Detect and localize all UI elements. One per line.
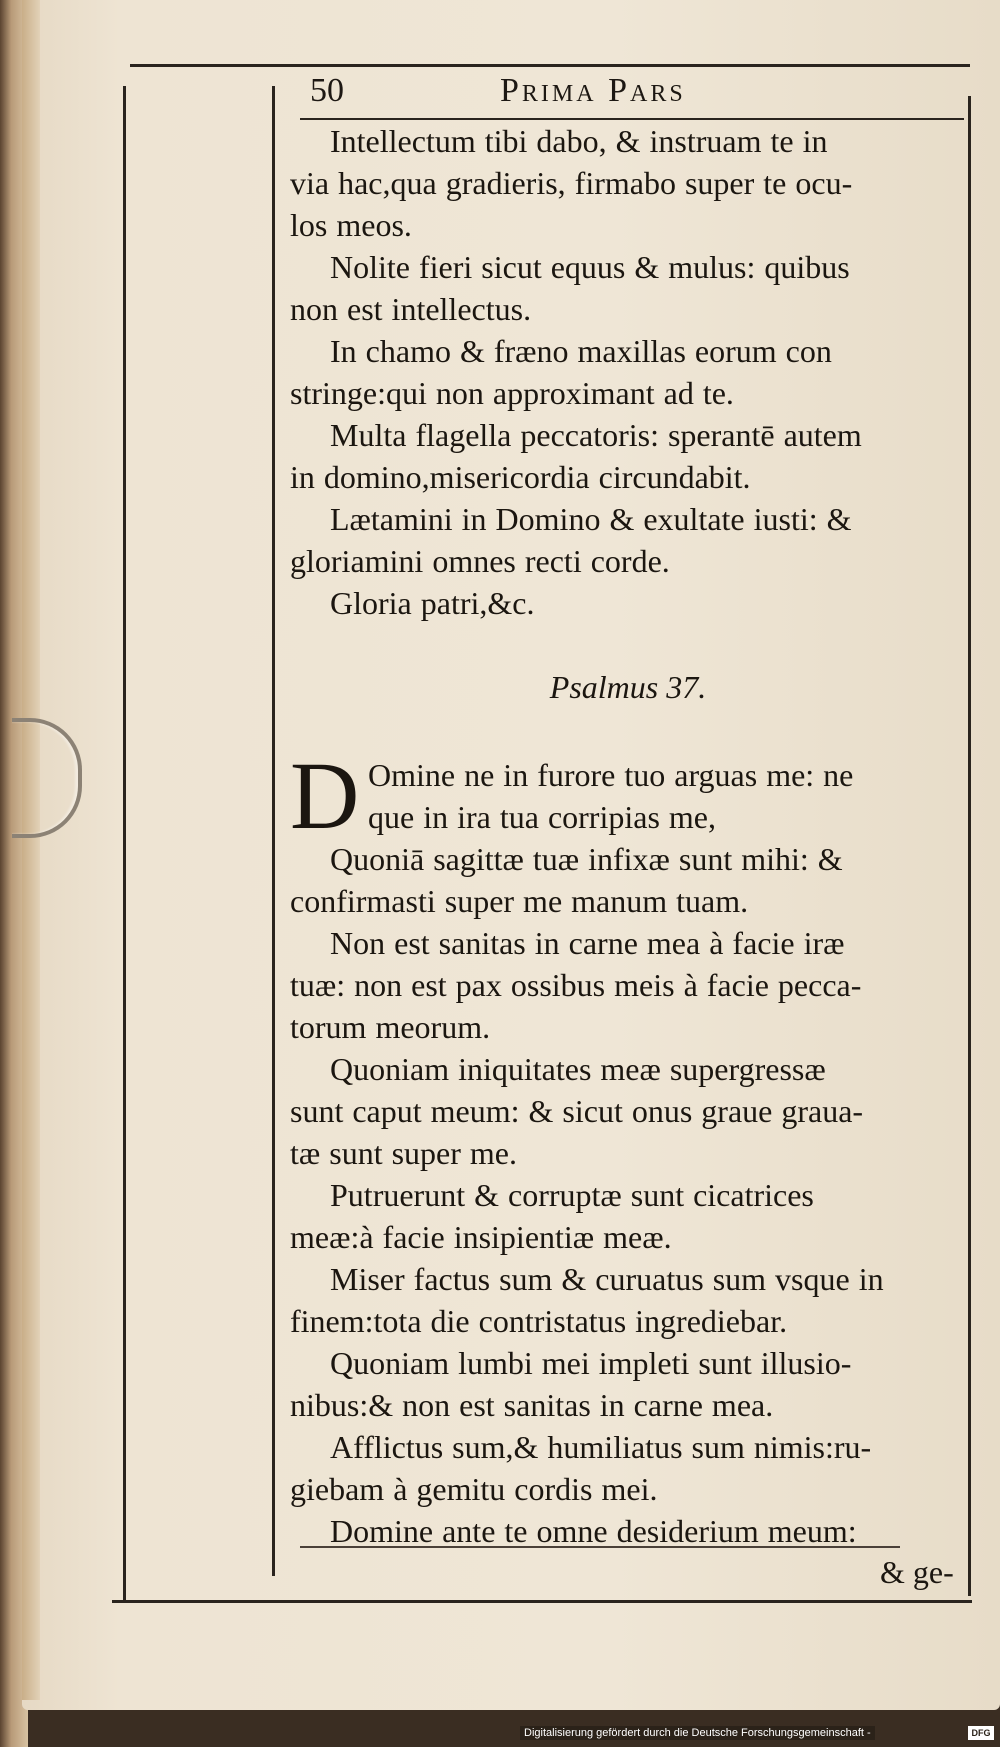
page-header: [300, 68, 960, 114]
text-line: gloriamini omnes recti corde.: [290, 543, 670, 579]
frame-rule-left-inner: [272, 86, 275, 1576]
digitization-credit: Digitalisierung gefördert durch die Deutsche Forschungsgemeinschaft -: [520, 1726, 875, 1740]
text-line: Omine ne in furore tuo arguas me: ne: [368, 757, 854, 793]
text-line: nibus:& non est sanitas in carne mea.: [290, 1387, 774, 1423]
text-line: Intellectum tibi dabo, & instruam te in: [330, 123, 828, 159]
text-line: Lætamini in Domino & exultate iusti: &: [330, 501, 852, 537]
text-line: Nolite fieri sicut equus & mulus: quibus: [330, 249, 850, 285]
text-line: los meos.: [290, 207, 412, 243]
text-line: finem:tota die contristatus ingrediebar.: [290, 1303, 788, 1339]
text-line: non est intellectus.: [290, 291, 532, 327]
page-number: 50: [310, 72, 344, 109]
frame-rule-top: [130, 64, 970, 67]
text-line: meæ:à facie insipientiæ meæ.: [290, 1219, 672, 1255]
text-line: torum meorum.: [290, 1009, 491, 1045]
text-line: confirmasti super me manum tuam.: [290, 883, 749, 919]
text-line: In chamo & fræno maxillas eorum con: [330, 333, 832, 369]
catchword: & ge-: [880, 1554, 954, 1590]
text-line: sunt caput meum: & sicut onus graue grauа-: [290, 1093, 864, 1129]
page-clip: [12, 718, 82, 838]
drop-cap: D: [290, 742, 360, 849]
frame-rule-left-outer: [123, 86, 126, 1602]
text-line: Multa flagella peccatoris: sperantē autem: [330, 417, 862, 453]
text-line: tuæ: non est pax ossibus meis à facie pecca-: [290, 967, 862, 1003]
text-line: in domino,misericordia circundabit.: [290, 459, 751, 495]
text-line: via hac,qua gradieris, firmabo super te ocu-: [290, 165, 853, 201]
frame-rule-bottom: [112, 1600, 972, 1603]
text-line: stringe:qui non approximant ad te.: [290, 375, 734, 411]
frame-rule-right: [968, 96, 971, 1596]
text-line: tæ sunt super me.: [290, 1135, 517, 1171]
psalm-heading: Psalmus 37.: [549, 669, 707, 705]
text-line: que in ira tua corripias me,: [368, 799, 716, 835]
text-line: Putruerunt & corruptæ sunt cicatrices: [330, 1177, 814, 1213]
text-line: Quoniā sagittæ tuæ infixæ sunt mihi: &: [330, 841, 843, 877]
text-line: giebam à gemitu cordis mei.: [290, 1471, 658, 1507]
dfg-logo: DFG: [968, 1726, 994, 1740]
text-line: Miser factus sum & curuatus sum vsque in: [330, 1261, 884, 1297]
page-stack-edge: [22, 0, 40, 1700]
text-line: Quoniam iniquitates meæ supergressæ: [330, 1051, 826, 1087]
text-line: Non est sanitas in carne mea à facie iræ: [330, 925, 845, 961]
text-line: Quoniam lumbi mei impleti sunt illusio-: [330, 1345, 852, 1381]
text-line: Domine ante te omne desiderium meum:: [330, 1513, 857, 1549]
text-line: Afflictus sum,& humiliatus sum nimis:ru-: [330, 1429, 872, 1465]
running-head: Prima Pars: [500, 72, 686, 109]
text-line: Gloria patri,&c.: [330, 585, 535, 621]
